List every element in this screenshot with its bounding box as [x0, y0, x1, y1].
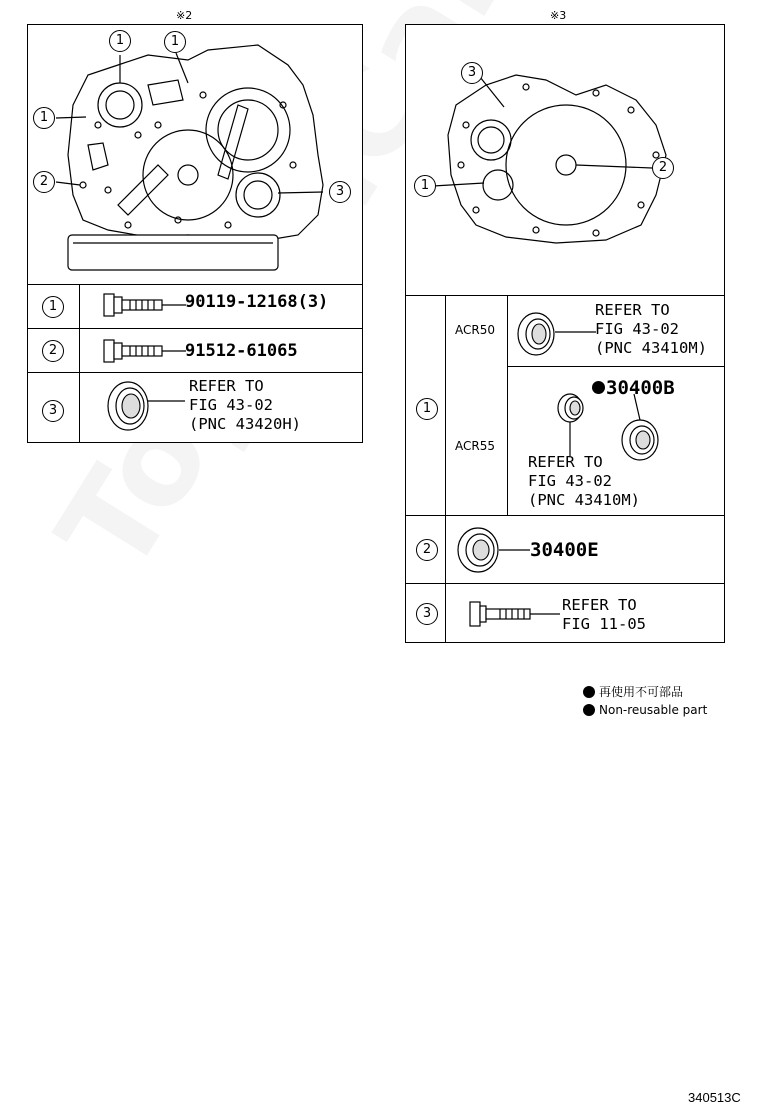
bolt-icon — [100, 336, 190, 366]
acr55-refer: REFER TO FIG 43-02 (PNC 43410M) — [528, 453, 640, 509]
right-callout-1: 1 — [414, 175, 436, 197]
left-row1-num: 1 — [42, 296, 64, 318]
left-panel-label: ※2 — [176, 9, 193, 22]
left-row3-refer: REFER TO FIG 43-02 (PNC 43420H) — [189, 377, 301, 433]
right-row1-split — [508, 366, 725, 367]
legend-jp: 再使用不可部品 — [583, 683, 683, 700]
left-row2-num: 2 — [42, 340, 64, 362]
non-reusable-dot-icon — [583, 686, 595, 698]
right-table-top-line — [405, 295, 725, 296]
left-table-line-2 — [27, 328, 363, 329]
left-callout-3: 3 — [329, 181, 351, 203]
variant-acr50: ACR50 — [455, 323, 495, 337]
right-row3-refer: REFER TO FIG 11-05 — [562, 596, 646, 633]
left-callout-2: 2 — [33, 171, 55, 193]
left-callout-1c: 1 — [33, 107, 55, 129]
left-table-top-line — [27, 284, 363, 285]
right-callout-2: 2 — [652, 157, 674, 179]
right-table-line-3 — [405, 583, 725, 584]
oil-seal-icon — [512, 308, 602, 360]
right-row3-num: 3 — [416, 603, 438, 625]
left-row3-num: 3 — [42, 400, 64, 422]
figure-code: 340513C — [688, 1090, 741, 1105]
bolt-icon — [466, 598, 566, 630]
acr50-refer: REFER TO FIG 43-02 (PNC 43410M) — [595, 301, 707, 357]
legend-en: Non-reusable part — [583, 703, 707, 717]
oil-seal-icon — [100, 376, 190, 436]
left-row2-part-number: 91512-61065 — [185, 341, 298, 361]
transaxle-drawing-right — [406, 25, 724, 295]
oil-seal-icon — [454, 522, 534, 578]
left-row1-part-number: 90119-12168(3) — [185, 292, 329, 312]
bolt-icon — [100, 290, 190, 320]
right-callout-3: 3 — [461, 62, 483, 84]
variant-acr55: ACR55 — [455, 439, 495, 453]
right-row2-part-number: 30400E — [530, 539, 599, 561]
left-table-divider — [79, 284, 80, 443]
left-callout-1a: 1 — [109, 30, 131, 52]
right-variant-divider — [507, 295, 508, 515]
right-row2-num: 2 — [416, 539, 438, 561]
transaxle-drawing-left — [28, 25, 362, 285]
right-panel-label: ※3 — [550, 9, 567, 22]
left-callout-1b: 1 — [164, 31, 186, 53]
left-table-line-3 — [27, 372, 363, 373]
non-reusable-dot-icon — [583, 704, 595, 716]
right-row1-num: 1 — [416, 398, 438, 420]
right-table-line-2 — [405, 515, 725, 516]
acr55-part-number: 30400B — [592, 377, 675, 399]
right-table-divider — [445, 295, 446, 643]
